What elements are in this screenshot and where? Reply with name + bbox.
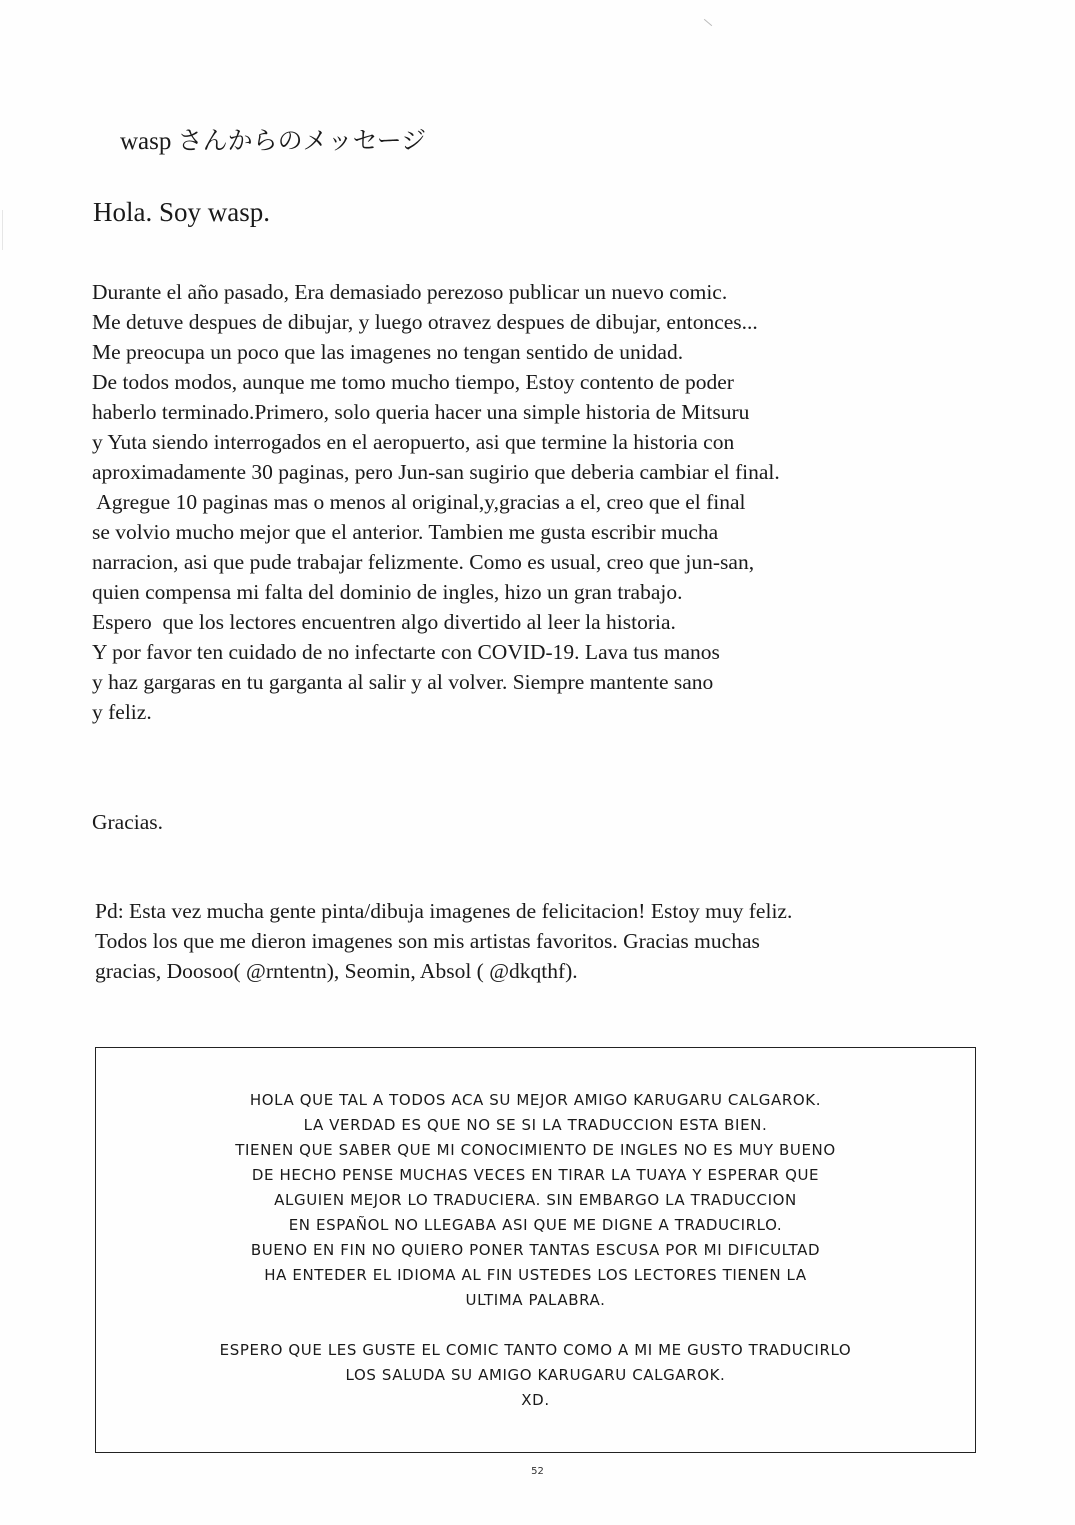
note-line: BUENO EN FIN NO QUIERO PONER TANTAS ESCUSA POR MI DIFICULTAD xyxy=(250,1241,821,1259)
note-line: HOLA QUE TAL A TODOS ACA SU MEJOR AMIGO KARUGARU CALGAROK. xyxy=(249,1091,822,1109)
message-body xyxy=(92,277,780,727)
body-line: Me preocupa un poco que las imagenes no tengan sentido de unidad. xyxy=(92,340,684,364)
note-line: EN ESPAÑOL NO LLEGABA ASI QUE ME DIGNE A TRADUCIRLO. xyxy=(288,1216,783,1234)
greeting-line: Hola. Soy wasp. xyxy=(93,197,270,227)
body-line: Espero que los lectores encuentren algo divertido al leer la historia. xyxy=(92,610,676,634)
postscript xyxy=(95,896,792,986)
postscript-line: gracias, Doosoo( @rntentn), Seomin, Absol ( @dkqthf). xyxy=(95,959,578,983)
body-line: quien compensa mi falta del dominio de ingles, hizo un gran trabajo. xyxy=(92,580,683,604)
postscript-line: Todos los que me dieron imagenes son mis artistas favoritos. Gracias muchas xyxy=(95,929,760,953)
thanks-line: Gracias. xyxy=(92,810,164,834)
note-line: ULTIMA PALABRA. xyxy=(465,1291,606,1309)
note-line: DE HECHO PENSE MUCHAS VECES EN TIRAR LA TUAYA Y ESPERAR QUE xyxy=(251,1166,820,1184)
paragraph-gap xyxy=(96,1313,975,1338)
note-line: XD. xyxy=(521,1391,550,1409)
note-line: TIENEN QUE SABER QUE MI CONOCIMIENTO DE INGLES NO ES MUY BUENO xyxy=(235,1141,836,1159)
translator-note-box xyxy=(95,1047,976,1453)
note-line: LA VERDAD ES QUE NO SE SI LA TRADUCCION ESTA BIEN. xyxy=(303,1116,768,1134)
body-line: y haz gargaras en tu garganta al salir y al volver. Siempre mantente sano xyxy=(92,670,714,694)
body-line: aproximadamente 30 paginas, pero Jun-san sugirio que deberia cambiar el final. xyxy=(92,460,780,484)
body-line: Y por favor ten cuidado de no infectarte con COVID-19. Lava tus manos xyxy=(92,640,720,664)
scan-speck xyxy=(704,19,712,26)
body-line: se volvio mucho mejor que el anterior. Tambien me gusta escribir mucha xyxy=(92,520,719,544)
body-line: De todos modos, aunque me tomo mucho tiempo, Estoy contento de poder xyxy=(92,370,734,394)
note-line: ALGUIEN MEJOR LO TRADUCIERA. SIN EMBARGO LA TRADUCCION xyxy=(274,1191,797,1209)
message-heading: wasp さんからのメッセージ xyxy=(120,128,427,155)
translator-note-text xyxy=(96,1088,975,1413)
note-line: LOS SALUDA SU AMIGO KARUGARU CALGAROK. xyxy=(345,1366,726,1384)
note-line: ESPERO QUE LES GUSTE EL COMIC TANTO COMO A MI ME GUSTO TRADUCIRLO xyxy=(219,1341,852,1359)
page-number: 52 xyxy=(531,1466,544,1477)
scan-speck xyxy=(2,210,3,250)
body-line: y Yuta siendo interrogados en el aeropuerto, asi que termine la historia con xyxy=(92,430,735,454)
body-line: y feliz. xyxy=(92,700,152,724)
body-line: narracion, asi que pude trabajar felizmente. Como es usual, creo que jun-san, xyxy=(92,550,755,574)
body-line: Me detuve despues de dibujar, y luego otravez despues de dibujar, entonces... xyxy=(92,310,758,334)
postscript-line: Pd: Esta vez mucha gente pinta/dibuja imagenes de felicitacion! Estoy muy feliz. xyxy=(95,899,793,923)
body-line: haberlo terminado.Primero, solo queria hacer una simple historia de Mitsuru xyxy=(92,400,750,424)
note-line: HA ENTEDER EL IDIOMA AL FIN USTEDES LOS LECTORES TIENEN LA xyxy=(264,1266,807,1284)
body-line: Agregue 10 paginas mas o menos al original,y,gracias a el, creo que el final xyxy=(92,490,746,514)
body-line: Durante el año pasado, Era demasiado perezoso publicar un nuevo comic. xyxy=(92,280,728,304)
